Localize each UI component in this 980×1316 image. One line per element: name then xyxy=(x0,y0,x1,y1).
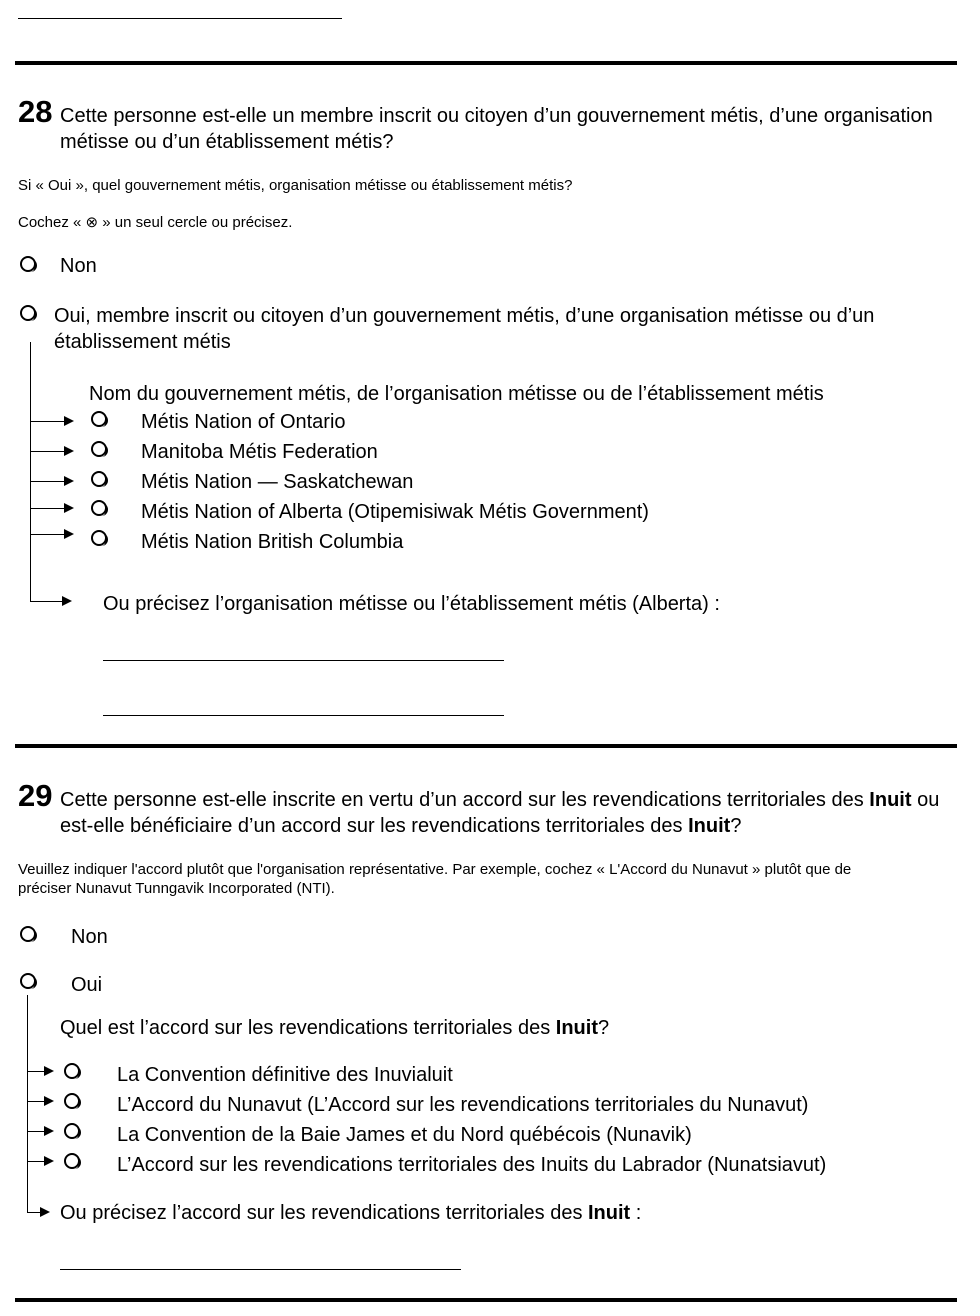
arrow-icon xyxy=(44,1066,54,1076)
question-number: 28 xyxy=(18,94,53,129)
connector-branch xyxy=(30,534,66,535)
specify-label-part: : xyxy=(630,1202,642,1224)
radio-sub-option[interactable] xyxy=(91,530,107,546)
arrow-icon xyxy=(44,1126,54,1136)
specify-input-line-1[interactable] xyxy=(103,660,504,661)
sub-option-label: Métis Nation British Columbia xyxy=(141,531,404,553)
arrow-icon xyxy=(64,446,74,456)
connector-branch xyxy=(27,1131,45,1132)
connector-branch xyxy=(30,508,66,509)
question-text-part: est-elle bénéficiaire d’un accord sur les revendications territoriales des xyxy=(60,815,689,837)
instruction: Veuillez indiquer l'accord plutôt que l'organisation représentative. Par exemple, cochez « L'Accord du Nunavut » plutôt que de xyxy=(18,861,852,878)
specify-input-line[interactable] xyxy=(60,1269,461,1270)
connector-branch xyxy=(30,421,66,422)
question-text-bold: Inuit xyxy=(688,815,731,837)
arrow-icon xyxy=(64,503,74,513)
sub-heading-part: Quel est l’accord sur les revendications territoriales des xyxy=(60,1017,556,1039)
arrow-icon xyxy=(44,1156,54,1166)
section-divider xyxy=(15,1298,957,1302)
radio-non[interactable] xyxy=(20,926,36,942)
sub-heading-part: ? xyxy=(598,1017,610,1039)
question-text-part: ? xyxy=(730,815,742,837)
sub-option-label: L’Accord sur les revendications territoriales des Inuits du Labrador (Nunatsiavut) xyxy=(117,1154,827,1176)
connector-line xyxy=(27,995,28,1212)
instruction: Cochez « ⊗ » un seul cercle ou précisez. xyxy=(18,214,293,231)
sub-heading xyxy=(60,1017,609,1040)
sub-option-label: La Convention de la Baie James et du Nord québécois (Nunavik) xyxy=(117,1124,692,1146)
radio-sub-option[interactable] xyxy=(64,1093,80,1109)
instruction: préciser Nunavut Tunngavik Incorporated (NTI). xyxy=(18,880,335,897)
arrow-icon xyxy=(64,416,74,426)
specify-label-bold: Inuit xyxy=(588,1202,631,1224)
connector-branch xyxy=(27,1212,41,1213)
arrow-icon xyxy=(40,1207,50,1217)
connector-branch xyxy=(27,1071,45,1072)
radio-sub-option[interactable] xyxy=(64,1063,80,1079)
sub-option-label: Métis Nation of Ontario xyxy=(141,411,346,433)
question-text-bold: Inuit xyxy=(869,789,912,811)
arrow-icon xyxy=(64,476,74,486)
radio-sub-option[interactable] xyxy=(91,441,107,457)
arrow-icon xyxy=(62,596,72,606)
sub-option-label: L’Accord du Nunavut (L’Accord sur les revendications territoriales du Nunavut) xyxy=(117,1094,809,1116)
radio-sub-option[interactable] xyxy=(64,1123,80,1139)
sub-option-label: Manitoba Métis Federation xyxy=(141,441,378,463)
question-text-cont xyxy=(60,813,741,839)
option-label-non: Non xyxy=(60,255,97,277)
sub-option-label: La Convention définitive des Inuvialuit xyxy=(117,1064,453,1086)
question-text-part: ou xyxy=(911,789,940,811)
question-number: 29 xyxy=(18,778,53,813)
radio-sub-option[interactable] xyxy=(91,411,107,427)
connector-branch xyxy=(27,1161,45,1162)
question-text-part: Cette personne est-elle inscrite en vertu d’un accord sur les revendications territoriales des xyxy=(60,789,870,811)
specify-input-line-2[interactable] xyxy=(103,715,504,716)
connector-line xyxy=(30,342,31,601)
top-input-line[interactable] xyxy=(18,18,342,19)
question-text xyxy=(60,787,939,813)
question-text-cont: métisse ou d’un établissement métis? xyxy=(60,131,394,153)
radio-non[interactable] xyxy=(20,256,36,272)
option-label-oui-cont: établissement métis xyxy=(54,331,231,353)
section-divider xyxy=(15,61,957,65)
radio-oui[interactable] xyxy=(20,973,36,989)
option-label-oui: Oui xyxy=(71,974,103,996)
option-label-non: Non xyxy=(71,926,108,948)
option-label-oui: Oui, membre inscrit ou citoyen d’un gouvernement métis, d’une organisation métisse ou d’un xyxy=(54,305,875,327)
radio-oui[interactable] xyxy=(20,305,36,321)
sub-option-label: Métis Nation — Saskatchewan xyxy=(141,471,414,493)
connector-branch xyxy=(30,601,62,602)
arrow-icon xyxy=(64,529,74,539)
specify-label: Ou précisez l’organisation métisse ou l’établissement métis (Alberta) : xyxy=(103,593,720,615)
sub-heading-bold: Inuit xyxy=(555,1017,598,1039)
radio-sub-option[interactable] xyxy=(91,471,107,487)
sub-option-label: Métis Nation of Alberta (Otipemisiwak Métis Government) xyxy=(141,501,649,523)
instruction: Si « Oui », quel gouvernement métis, organisation métisse ou établissement métis? xyxy=(18,177,573,194)
arrow-icon xyxy=(44,1096,54,1106)
connector-branch xyxy=(30,451,66,452)
connector-branch xyxy=(30,481,66,482)
specify-label-part: Ou précisez l’accord sur les revendications territoriales des xyxy=(60,1202,588,1224)
radio-sub-option[interactable] xyxy=(64,1153,80,1169)
connector-branch xyxy=(27,1101,45,1102)
question-text: Cette personne est-elle un membre inscrit ou citoyen d’un gouvernement métis, d’une organisation xyxy=(60,105,933,127)
sub-heading: Nom du gouvernement métis, de l’organisation métisse ou de l’établissement métis xyxy=(89,383,824,405)
radio-sub-option[interactable] xyxy=(91,500,107,516)
section-divider xyxy=(15,744,957,748)
specify-label xyxy=(60,1202,641,1225)
